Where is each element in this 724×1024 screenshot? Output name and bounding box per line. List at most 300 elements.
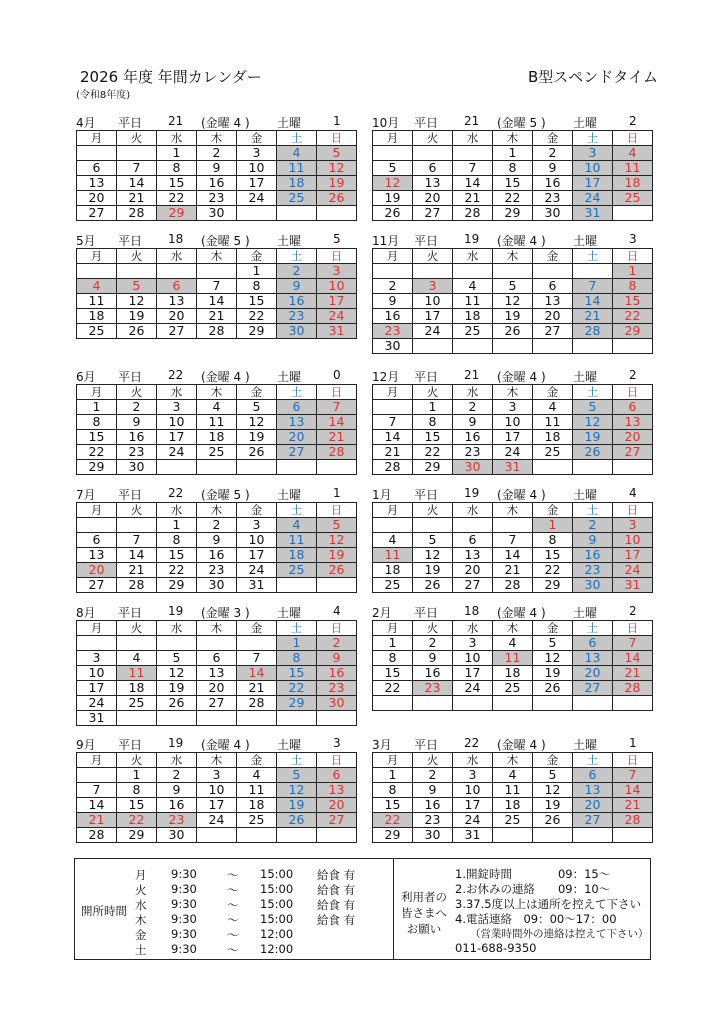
day-cell: 24	[237, 191, 277, 206]
day-cell: 13	[277, 415, 317, 430]
month-header	[76, 368, 357, 384]
day-cell: 29	[277, 696, 317, 711]
month-grid	[372, 502, 653, 593]
day-cell: 7	[77, 783, 117, 798]
day-cell: 22	[157, 191, 197, 206]
weekday-header: 木	[197, 249, 237, 264]
month-label: 1月	[372, 488, 392, 502]
closed-friday-count: (金曜 4 )	[497, 488, 546, 502]
day-cell: 16	[533, 176, 573, 191]
day-cell: 5	[533, 636, 573, 651]
notice-line: 1.開錠時間 09：15～	[455, 867, 611, 881]
day-cell: 19	[237, 430, 277, 445]
week-row	[77, 563, 357, 578]
day-cell: 15	[277, 666, 317, 681]
day-cell	[373, 146, 413, 161]
day-cell: 23	[573, 563, 613, 578]
week-row	[373, 264, 653, 279]
week-row	[77, 798, 357, 813]
day-cell: 20	[277, 430, 317, 445]
saturday-open-count: 2	[629, 604, 637, 618]
day-cell: 8	[493, 161, 533, 176]
day-cell	[317, 828, 357, 843]
day-cell: 18	[533, 430, 573, 445]
day-cell: 8	[413, 415, 453, 430]
day-cell: 19	[157, 681, 197, 696]
day-cell: 20	[197, 681, 237, 696]
day-cell	[493, 696, 533, 711]
week-row	[77, 696, 357, 711]
day-cell: 2	[277, 264, 317, 279]
weekday-header: 金	[237, 249, 277, 264]
day-cell: 30	[197, 206, 237, 221]
saturday-label: 土曜	[277, 116, 302, 130]
day-cell: 4	[533, 400, 573, 415]
month-label: 8月	[76, 606, 96, 620]
day: 水	[135, 898, 147, 912]
day-cell: 28	[613, 681, 653, 696]
month-header	[372, 486, 653, 502]
weekday-header: 火	[117, 503, 157, 518]
day-cell: 19	[277, 798, 317, 813]
day-cell: 27	[573, 813, 613, 828]
day-cell: 26	[413, 578, 453, 593]
day-cell	[493, 264, 533, 279]
day-cell	[373, 518, 413, 533]
day-cell: 1	[613, 264, 653, 279]
day-cell: 9	[197, 533, 237, 548]
day-cell	[277, 206, 317, 221]
day-cell	[453, 264, 493, 279]
day-cell: 27	[277, 445, 317, 460]
month-label: 9月	[76, 738, 96, 752]
day-cell: 23	[117, 445, 157, 460]
weekday-header: 月	[77, 503, 117, 518]
day-cell: 13	[77, 548, 117, 563]
day-cell	[373, 400, 413, 415]
day-cell: 2	[533, 146, 573, 161]
day-cell: 16	[413, 666, 453, 681]
day-cell: 21	[117, 563, 157, 578]
weekday-header: 水	[157, 385, 197, 400]
day-cell: 17	[493, 430, 533, 445]
day-cell: 10	[77, 666, 117, 681]
day-cell: 14	[317, 415, 357, 430]
day-cell: 20	[573, 666, 613, 681]
day-cell	[197, 460, 237, 475]
week-row	[77, 813, 357, 828]
weekday-header: 土	[573, 249, 613, 264]
day-cell: 17	[413, 309, 453, 324]
day-cell: 1	[493, 146, 533, 161]
week-row	[77, 146, 357, 161]
day-cell: 6	[157, 279, 197, 294]
day-cell: 25	[373, 578, 413, 593]
week-row	[373, 563, 653, 578]
day-cell: 14	[613, 783, 653, 798]
weekday-header: 金	[533, 503, 573, 518]
day-cell: 11	[197, 415, 237, 430]
day-cell: 29	[413, 460, 453, 475]
weekday-header: 火	[117, 385, 157, 400]
day-cell: 25	[77, 324, 117, 339]
day-cell: 27	[413, 206, 453, 221]
day-cell: 6	[317, 768, 357, 783]
weekday-header: 水	[157, 131, 197, 146]
weekday-header: 水	[157, 503, 197, 518]
day-cell: 26	[317, 191, 357, 206]
day-cell: 7	[197, 279, 237, 294]
day-cell: 21	[573, 309, 613, 324]
day-cell: 4	[613, 146, 653, 161]
day-cell	[413, 146, 453, 161]
hours-row	[135, 912, 385, 927]
day-cell: 7	[573, 279, 613, 294]
day: 木	[135, 913, 147, 927]
saturday-open-count: 1	[333, 114, 341, 128]
weekday-header: 土	[277, 621, 317, 636]
day-cell: 19	[533, 666, 573, 681]
day-cell: 4	[493, 636, 533, 651]
day-cell: 16	[197, 548, 237, 563]
week-row	[373, 548, 653, 563]
day-cell: 8	[373, 783, 413, 798]
day-cell: 17	[573, 176, 613, 191]
day-cell: 21	[77, 813, 117, 828]
weekday-header-row	[77, 503, 357, 518]
weekday-label: 平日	[414, 738, 439, 752]
day-cell	[413, 696, 453, 711]
weekday-header: 木	[197, 621, 237, 636]
day-cell: 9	[453, 415, 493, 430]
week-row	[373, 783, 653, 798]
weekday-header: 水	[157, 249, 197, 264]
day-cell: 21	[317, 430, 357, 445]
day-cell: 16	[573, 548, 613, 563]
day-cell: 24	[493, 445, 533, 460]
day-cell	[533, 460, 573, 475]
day-cell: 23	[277, 309, 317, 324]
month-header	[76, 232, 357, 248]
day-cell: 26	[533, 813, 573, 828]
day-cell: 10	[453, 783, 493, 798]
weekday-header: 木	[493, 131, 533, 146]
closed-friday-count: (金曜 4 )	[497, 234, 546, 248]
day-cell	[533, 339, 573, 354]
day-cell: 23	[533, 191, 573, 206]
day-cell: 12	[533, 651, 573, 666]
week-row	[77, 161, 357, 176]
day-cell: 13	[453, 548, 493, 563]
day-cell: 14	[573, 294, 613, 309]
day-cell: 19	[573, 430, 613, 445]
day-cell	[277, 578, 317, 593]
month-header	[372, 368, 653, 384]
saturday-label: 土曜	[573, 606, 598, 620]
weekday-count: 18	[168, 232, 184, 246]
day-cell: 6	[197, 651, 237, 666]
day-cell: 8	[117, 783, 157, 798]
day-cell: 29	[373, 828, 413, 843]
facility-name: B型スペンドタイム	[528, 68, 658, 86]
closed-friday-count: (金曜 4 )	[497, 370, 546, 384]
day-cell: 15	[77, 430, 117, 445]
week-row	[77, 400, 357, 415]
weekday-header-row	[77, 621, 357, 636]
day-cell	[373, 696, 413, 711]
day-cell: 3	[237, 518, 277, 533]
day: 金	[135, 928, 147, 942]
month-header	[76, 604, 357, 620]
day-cell: 24	[613, 563, 653, 578]
day-cell: 14	[373, 430, 413, 445]
week-row	[77, 768, 357, 783]
day-cell: 27	[157, 324, 197, 339]
day-cell: 26	[237, 445, 277, 460]
day-cell	[413, 339, 453, 354]
week-row	[373, 666, 653, 681]
close-time: 15:00	[260, 882, 294, 896]
day-cell: 20	[573, 798, 613, 813]
week-row	[373, 415, 653, 430]
day-cell: 10	[237, 161, 277, 176]
day-cell: 23	[317, 681, 357, 696]
day-cell: 25	[277, 191, 317, 206]
day-cell: 25	[277, 563, 317, 578]
day-cell	[197, 636, 237, 651]
day-cell: 13	[197, 666, 237, 681]
weekday-header: 金	[533, 385, 573, 400]
day-cell: 11	[277, 533, 317, 548]
weekday-header: 月	[373, 385, 413, 400]
day-cell: 21	[453, 191, 493, 206]
day-cell	[77, 146, 117, 161]
day-cell: 3	[317, 264, 357, 279]
weekday-header: 金	[533, 753, 573, 768]
day-cell	[453, 518, 493, 533]
day-cell: 24	[197, 813, 237, 828]
saturday-open-count: 3	[333, 736, 341, 750]
day-cell: 13	[317, 783, 357, 798]
weekday-header: 木	[493, 385, 533, 400]
day-cell: 9	[317, 651, 357, 666]
weekday-header: 木	[493, 621, 533, 636]
day-cell: 4	[277, 146, 317, 161]
day-cell	[533, 264, 573, 279]
day-cell: 22	[493, 191, 533, 206]
weekday-header: 火	[413, 621, 453, 636]
weekday-label: 平日	[118, 738, 143, 752]
month-calendar	[372, 114, 653, 221]
day-cell: 21	[613, 798, 653, 813]
month-header	[76, 114, 357, 130]
day-cell: 2	[373, 279, 413, 294]
day-cell: 11	[77, 294, 117, 309]
day-cell	[157, 711, 197, 726]
day-cell	[197, 711, 237, 726]
week-row	[77, 460, 357, 475]
day-cell: 1	[277, 636, 317, 651]
day-cell: 26	[493, 324, 533, 339]
divider	[393, 859, 394, 959]
day-cell: 18	[197, 430, 237, 445]
day-cell: 17	[237, 176, 277, 191]
weekday-header: 水	[453, 503, 493, 518]
day-cell: 12	[317, 161, 357, 176]
month-label: 10月	[372, 116, 400, 130]
month-label: 6月	[76, 370, 96, 384]
weekday-header: 金	[533, 249, 573, 264]
day-cell: 8	[613, 279, 653, 294]
day-cell: 19	[317, 176, 357, 191]
week-row	[77, 828, 357, 843]
week-row	[373, 400, 653, 415]
week-row	[77, 533, 357, 548]
day-cell: 17	[453, 798, 493, 813]
weekday-header: 土	[277, 131, 317, 146]
day-cell: 8	[237, 279, 277, 294]
day-cell	[157, 460, 197, 475]
day-cell: 15	[613, 294, 653, 309]
day-cell	[237, 711, 277, 726]
day-cell	[317, 711, 357, 726]
weekday-header: 月	[77, 621, 117, 636]
day-cell: 19	[533, 798, 573, 813]
weekday-header: 水	[157, 753, 197, 768]
day-cell: 12	[117, 294, 157, 309]
day-cell	[573, 460, 613, 475]
day-cell: 8	[533, 533, 573, 548]
hours-label: 開所時間	[81, 904, 127, 918]
week-row	[77, 176, 357, 191]
day-cell: 10	[613, 533, 653, 548]
day-cell: 20	[157, 309, 197, 324]
day-cell: 16	[157, 798, 197, 813]
day-cell: 10	[197, 783, 237, 798]
open-time: 9:30	[171, 927, 197, 941]
day-cell: 21	[197, 309, 237, 324]
day-cell: 5	[157, 651, 197, 666]
day-cell: 8	[373, 651, 413, 666]
week-row	[373, 206, 653, 221]
day-cell: 22	[277, 681, 317, 696]
day-cell: 14	[493, 548, 533, 563]
day-cell: 14	[237, 666, 277, 681]
month-grid	[76, 502, 357, 593]
day-cell: 3	[573, 146, 613, 161]
day-cell	[317, 578, 357, 593]
weekday-label: 平日	[118, 116, 143, 130]
closed-friday-count: (金曜 4 )	[201, 738, 250, 752]
month-calendar	[372, 736, 653, 843]
day-cell: 5	[117, 279, 157, 294]
day-cell: 30	[157, 828, 197, 843]
week-row	[77, 636, 357, 651]
day-cell: 28	[453, 206, 493, 221]
week-row	[373, 176, 653, 191]
day-cell: 13	[613, 415, 653, 430]
day-cell	[533, 828, 573, 843]
day-cell: 6	[413, 161, 453, 176]
month-calendar	[76, 604, 357, 726]
week-row	[77, 666, 357, 681]
day-cell: 24	[453, 681, 493, 696]
day-cell: 17	[237, 548, 277, 563]
day-cell: 29	[117, 828, 157, 843]
day-cell: 6	[573, 636, 613, 651]
weekday-count: 19	[464, 232, 480, 246]
day-cell: 7	[317, 400, 357, 415]
day-cell: 15	[533, 548, 573, 563]
saturday-open-count: 2	[629, 114, 637, 128]
closed-friday-count: (金曜 5 )	[497, 116, 546, 130]
day-cell: 10	[413, 294, 453, 309]
day-cell	[77, 518, 117, 533]
weekday-header: 土	[277, 503, 317, 518]
day-cell: 3	[197, 768, 237, 783]
day-cell: 20	[613, 430, 653, 445]
week-row	[373, 636, 653, 651]
day-cell: 4	[237, 768, 277, 783]
day-cell: 18	[613, 176, 653, 191]
day-cell: 3	[453, 636, 493, 651]
day-cell	[117, 146, 157, 161]
day-cell: 25	[237, 813, 277, 828]
saturday-open-count: 1	[333, 486, 341, 500]
weekday-count: 18	[464, 604, 480, 618]
day-cell: 4	[197, 400, 237, 415]
day-cell: 24	[157, 445, 197, 460]
weekday-header: 金	[237, 621, 277, 636]
day-cell: 11	[493, 783, 533, 798]
day-cell: 20	[533, 309, 573, 324]
day-cell: 20	[77, 191, 117, 206]
day-cell: 3	[237, 146, 277, 161]
day-cell	[493, 518, 533, 533]
day-cell: 29	[613, 324, 653, 339]
day-cell: 18	[277, 548, 317, 563]
day-cell: 23	[453, 445, 493, 460]
weekday-count: 19	[168, 604, 184, 618]
day-cell: 5	[277, 768, 317, 783]
day-cell: 1	[373, 636, 413, 651]
week-row	[373, 651, 653, 666]
week-row	[373, 430, 653, 445]
weekday-count: 22	[168, 486, 184, 500]
day-cell: 21	[373, 445, 413, 460]
day-cell: 4	[77, 279, 117, 294]
day-cell: 6	[573, 768, 613, 783]
day-cell: 28	[317, 445, 357, 460]
day-cell: 27	[77, 206, 117, 221]
month-grid	[372, 752, 653, 843]
notice-line: 011-688-9350	[455, 941, 537, 955]
day-cell	[117, 711, 157, 726]
weekday-header: 月	[373, 131, 413, 146]
day-cell: 30	[277, 324, 317, 339]
day-cell: 5	[533, 768, 573, 783]
closed-friday-count: (金曜 4 )	[201, 116, 250, 130]
weekday-header-row	[373, 249, 653, 264]
day-cell: 24	[413, 324, 453, 339]
day-cell: 5	[317, 146, 357, 161]
day-cell	[373, 264, 413, 279]
day-cell: 25	[453, 324, 493, 339]
day-cell: 2	[453, 400, 493, 415]
day-cell	[493, 339, 533, 354]
weekday-header: 日	[613, 621, 653, 636]
day-cell: 3	[613, 518, 653, 533]
